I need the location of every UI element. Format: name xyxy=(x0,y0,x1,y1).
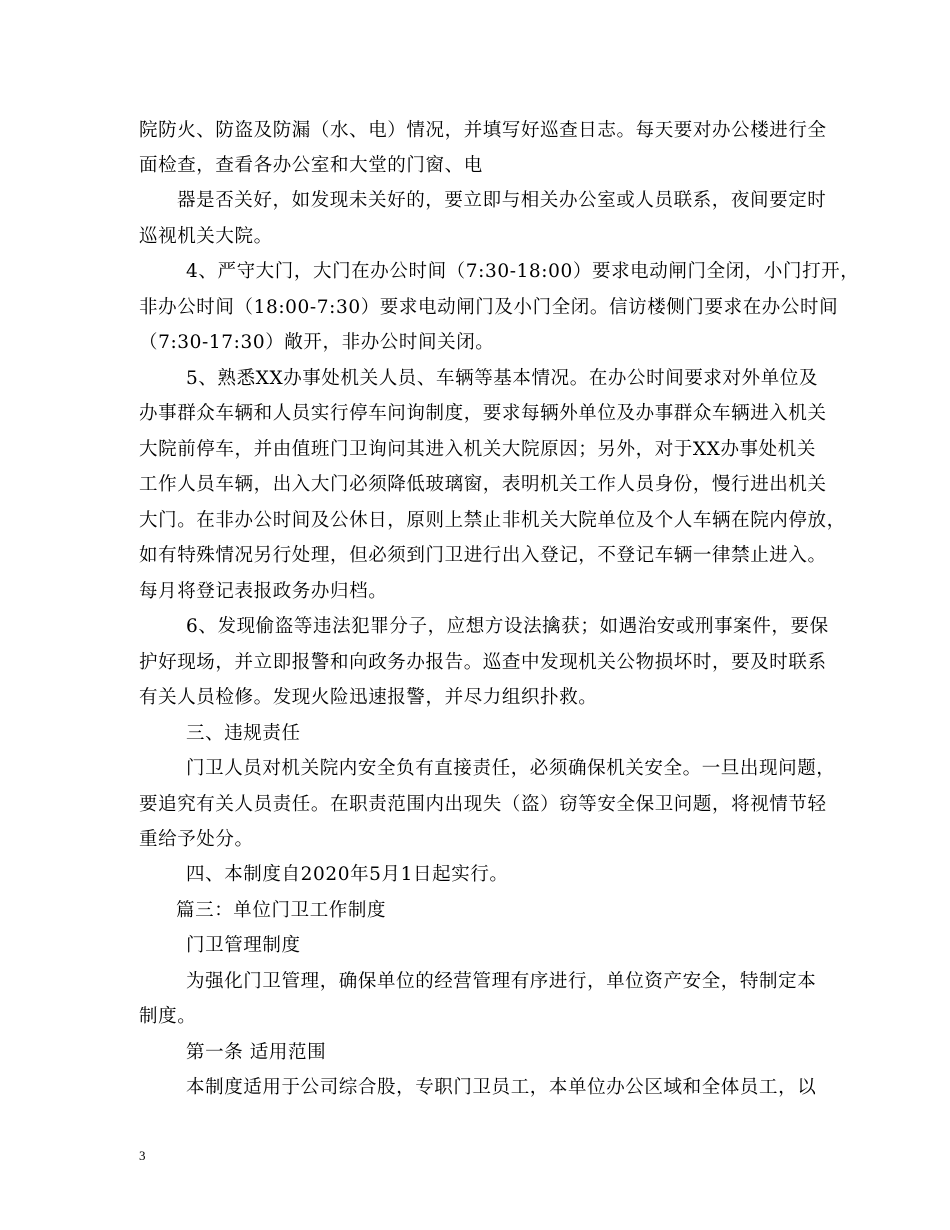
text-line: 工作人员车辆，出入大门必须降低玻璃窗，表明机关工作人员身份，慢行进出机关 xyxy=(139,474,827,495)
text-line: 本制度适用于公司综合股，专职门卫员工，本单位办公区域和全体员工，以 xyxy=(186,1077,817,1098)
text-line: 每月将登记表报政务办归档。 xyxy=(139,581,388,602)
text-line: 有关人员检修。发现火险迅速报警，并尽力组织扑救。 xyxy=(139,687,598,708)
text-line: （7:30-17:30）敞开，非办公时间关闭。 xyxy=(139,332,495,353)
text-line: 门卫人员对机关院内安全负有直接责任，必须确保机关安全。一旦出现问题， xyxy=(186,758,836,779)
text-line: 要追究有关人员责任。在职责范围内出现失（盗）窃等安全保卫问题，将视情节轻 xyxy=(139,794,827,815)
text-line: 4、严守大门，大门在办公时间（7:30-18:00）要求电动闸门全闭，小门打开， xyxy=(186,261,860,282)
text-line: 面检查，查看各办公室和大堂的门窗、电 xyxy=(139,155,483,176)
text-line: 巡视机关大院。 xyxy=(139,226,273,247)
text-line: 非办公时间（18:00-7:30）要求电动闸门及小门全闭。信访楼侧门要求在办公时间 xyxy=(139,297,839,318)
article-heading: 第一条 适用范围 xyxy=(186,1042,327,1063)
text-line: 为强化门卫管理，确保单位的经营管理有序进行，单位资产安全，特制定本 xyxy=(186,971,817,992)
section-heading: 四、本制度自2020年5月1日起实行。 xyxy=(186,864,509,885)
text-line: 5、熟悉XX办事处机关人员、车辆等基本情况。在办公时间要求对外单位及 xyxy=(186,368,819,389)
text-line: 制度。 xyxy=(139,1006,197,1027)
text-line: 大门。在非办公时间及公休日，原则上禁止非机关大院单位及个人车辆在院内停放， xyxy=(139,510,846,531)
section-heading: 三、违规责任 xyxy=(186,723,301,744)
text-line: 如有特殊情况另行处理，但必须到门卫进行出入登记，不登记车辆一律禁止进入。 xyxy=(139,545,827,566)
text-line: 院防火、防盗及防漏（水、电）情况，并填写好巡查日志。每天要对办公楼进行全 xyxy=(139,120,827,141)
text-line: 办事群众车辆和人员实行停车问询制度，要求每辆外单位及办事群众车辆进入机关 xyxy=(139,403,827,424)
chapter-title: 篇三：单位门卫工作制度 xyxy=(176,900,387,921)
document-title: 门卫管理制度 xyxy=(186,935,301,956)
text-line: 大院前停车，并由值班门卫询问其进入机关大院原因；另外，对于XX办事处机关 xyxy=(139,439,816,460)
text-line: 重给予处分。 xyxy=(139,829,254,850)
text-line: 6、发现偷盗等违法犯罪分子，应想方设法擒获；如遇治安或刑事案件，要保 xyxy=(186,616,829,637)
page-number: 3 xyxy=(139,1148,146,1163)
text-line: 器是否关好，如发现未关好的，要立即与相关办公室或人员联系，夜间要定时 xyxy=(177,190,827,211)
text-line: 护好现场，并立即报警和向政务办报告。巡查中发现机关公物损坏时，要及时联系 xyxy=(139,652,827,673)
